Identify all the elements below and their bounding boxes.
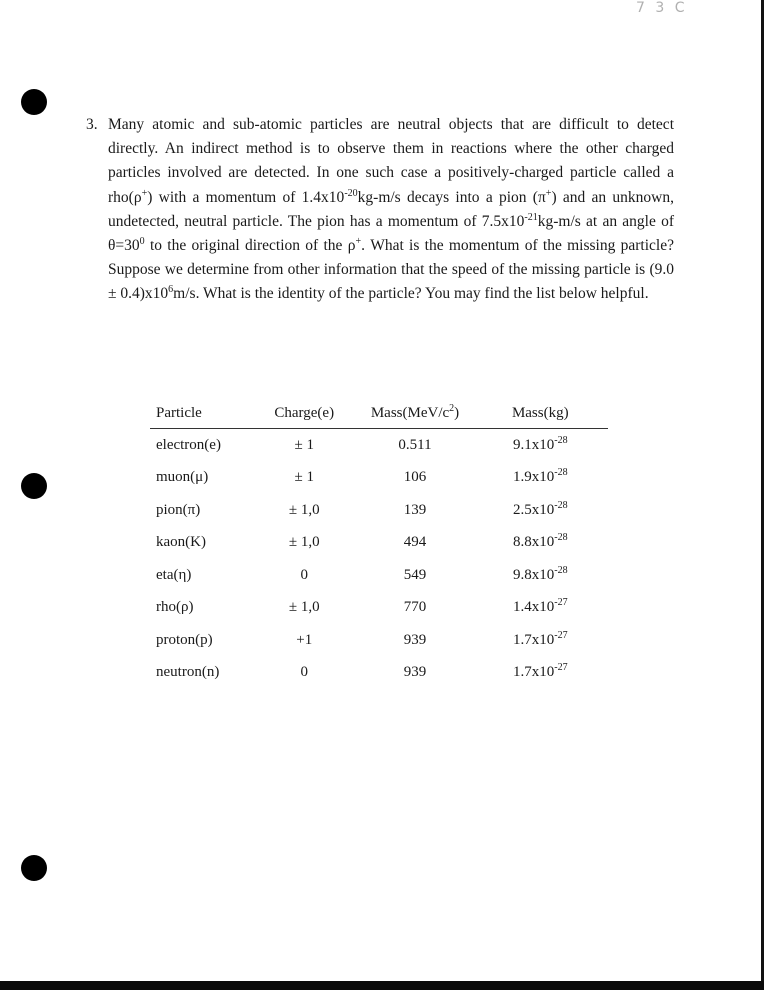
scan-bottom-edge [0, 981, 764, 990]
cell-charge: ± 1 [294, 436, 314, 453]
cell-mass-mev: 106 [403, 469, 427, 486]
problem-text-part: to the original direction of the ρ [144, 237, 356, 255]
table-row [150, 462, 608, 495]
header-mass-mev-end: ) [454, 404, 460, 421]
problem-text-part: m/s. What is the identity of the particle? You may find the list below helpful. [173, 285, 649, 303]
corner-page-mark: 7 3 C [636, 0, 688, 16]
problem-statement [86, 113, 674, 307]
table-row [150, 592, 608, 625]
cell-particle: neutron(n) [156, 664, 220, 681]
table-header-row [150, 398, 608, 429]
header-mass-mev-sup: 2 [449, 402, 455, 414]
problem-text-part: . What is the momentum of the missing particle? Suppose we determine from other information that the speed of the missing particle is (9.0 ± 0.4)x10 [108, 237, 674, 303]
cell-mass-kg [473, 624, 608, 657]
cell-particle: muon(μ) [156, 469, 209, 486]
exponent: -21 [524, 211, 538, 223]
problem-number: 3. [86, 116, 98, 133]
table-row [150, 429, 608, 462]
cell-mass-mev: 939 [403, 631, 427, 648]
cell-mass-kg [473, 657, 608, 690]
cell-charge: ± 1,0 [288, 599, 320, 616]
cell-charge: ± 1,0 [288, 501, 320, 518]
problem-text-part: ) with a momentum of 1.4x10 [147, 188, 345, 206]
cell-mass-kg [473, 592, 608, 625]
cell-charge: 0 [300, 664, 308, 681]
cell-charge: 0 [300, 566, 308, 583]
superscript: + [141, 187, 148, 199]
mass-kg-exponent: -27 [554, 629, 568, 641]
problem-text [108, 113, 674, 307]
cell-mass-mev: 0.511 [398, 436, 432, 453]
mass-kg-exponent: -27 [554, 597, 568, 609]
cell-mass-mev: 139 [403, 501, 427, 518]
cell-charge: ± 1,0 [288, 534, 320, 551]
mass-kg-exponent: -28 [554, 499, 568, 511]
mass-kg-exponent: -28 [554, 564, 568, 576]
cell-particle: pion(π) [156, 501, 201, 518]
problem-text-part: Many atomic and sub-atomic particles are neutral objects that are difficult to detect directly. An indirect method is to observe them in reactions where the other charged particles involved are detected. In one such case a positively-charged particle called a rho(ρ [108, 116, 674, 206]
cell-mass-kg [473, 494, 608, 527]
superscript: + [355, 235, 362, 247]
cell-mass-kg [473, 462, 608, 495]
cell-charge: +1 [296, 631, 313, 648]
mass-kg-exponent: -28 [554, 532, 568, 544]
mass-kg-base: 9.1x10 [512, 436, 555, 453]
table-row [150, 494, 608, 527]
header-mass-mev-text: Mass(MeV/c [370, 404, 450, 421]
mass-kg-base: 1.4x10 [512, 599, 555, 616]
degree-superscript: 0 [139, 235, 145, 247]
binder-hole-middle [21, 473, 47, 499]
problem-text-part: ) and an unknown, undetected, neutral particle. The pion has a momentum of 7.5x10 [108, 188, 674, 230]
binder-hole-bottom [21, 855, 47, 881]
table-row [150, 657, 608, 690]
exponent: 6 [168, 284, 174, 296]
header-mass-mev [357, 398, 472, 429]
cell-mass-mev: 770 [403, 599, 427, 616]
cell-mass-mev: 549 [403, 566, 427, 583]
cell-particle: rho(ρ) [156, 599, 194, 616]
mass-kg-base: 2.5x10 [512, 501, 555, 518]
mass-kg-exponent: -28 [554, 467, 568, 479]
mass-kg-exponent: -28 [554, 434, 568, 446]
mass-kg-base: 1.7x10 [512, 631, 555, 648]
mass-kg-base: 1.7x10 [512, 664, 555, 681]
cell-charge: ± 1 [294, 469, 314, 486]
particle-table [150, 398, 608, 689]
cell-particle: proton(p) [156, 631, 213, 648]
table-row [150, 559, 608, 592]
exponent: -20 [344, 187, 358, 199]
cell-mass-kg [473, 559, 608, 592]
problem-text-part: kg-m/s decays into a pion (π [357, 188, 546, 206]
mass-kg-base: 8.8x10 [512, 534, 555, 551]
mass-kg-base: 1.9x10 [512, 469, 555, 486]
cell-particle: eta(η) [156, 566, 192, 583]
header-mass-kg: Mass(kg) [473, 398, 608, 429]
header-particle: Particle [150, 398, 251, 429]
mass-kg-base: 9.8x10 [512, 566, 555, 583]
cell-mass-kg [473, 429, 608, 462]
header-charge: Charge(e) [251, 398, 357, 429]
cell-mass-mev: 939 [403, 664, 427, 681]
superscript: + [545, 187, 552, 199]
table-row [150, 624, 608, 657]
cell-mass-mev: 494 [403, 534, 427, 551]
problem-text-part: kg-m/s at an angle of θ=30 [108, 212, 674, 255]
cell-particle: kaon(K) [156, 534, 206, 551]
table-row [150, 527, 608, 560]
binder-hole-top [21, 89, 47, 115]
mass-kg-exponent: -27 [554, 662, 568, 674]
cell-particle: electron(e) [156, 436, 221, 453]
cell-mass-kg [473, 527, 608, 560]
